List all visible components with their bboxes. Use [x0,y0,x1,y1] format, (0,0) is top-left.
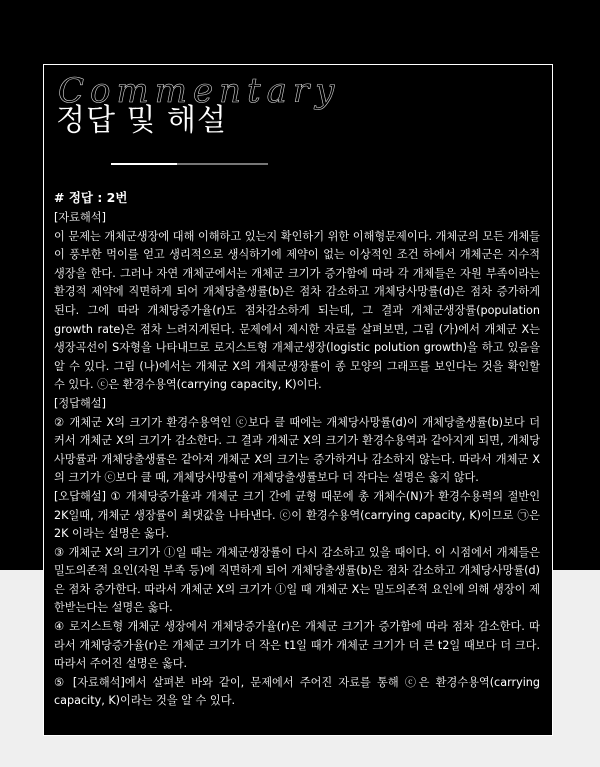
data-analysis-label: [자료해석] [54,211,106,224]
wrong-explanation-3: ③ 개체군 X의 크기가 ⓛ일 때는 개체군생장률이 다시 감소하고 있을 때이다. 이 시점에서 개체들은 밀도의존적 요인(자원 부족 등)에 직면하게 되어 개체당출생률(b)은 점차 감소하고 개체당사망률(d)은 점차 증가한다. 따라서 개체군 X의 크기가 ⓛ일 때 개체군 X는 밀도의존적 요인에 의해 생장이 제한받는다는 설명은 옳다. [54,545,540,615]
divider [111,163,177,165]
wrong-explanation-5: ⑤ [자료해석]에서 살펴본 바와 같이, 문제에서 주어진 자료를 통해 ⓒ은 환경수용역(carrying capacity, K)이라는 것을 알 수 있다. [54,675,540,708]
wrong-explanation-4: ④ 로지스트형 개체군 생장에서 개체당증가율(r)은 개체군 크기가 증가함에 따라 점차 감소한다. 따라서 개체당증가율(r)은 개체군 크기가 더 작은 t1일 때가 개체군 크기가 더 큰 t2일 때보다 더 크다. 따라서 주어진 설명은 옳다. [54,620,540,671]
answer-explanation-text: ② 개체군 X의 크기가 환경수용역인 ⓒ보다 클 때에는 개체당사망률(d)이 개체당출생률(b)보다 더 커서 개체군 X의 크기가 감소한다. 그 결과 개체군 X의 크기가 환경수용역과 같아지게 되면, 개체당사망률과 개체당출생률은 같아져 개체군 X의 크기는 증가하거나 감소하지 않는다. 따라서 개체군 X의 크기가 ⓒ보다 클 때, 개체당사망률이 개체당출생률보다 더 작다는 설명은 옳지 않다. [54,415,540,485]
answer-heading: # 정답 : 2번 [54,190,128,205]
data-analysis-text: 이 문제는 개체군생장에 대해 이해하고 있는지 확인하기 위한 이해형문제이다. 개체군의 모든 개체들이 풍부한 먹이를 얻고 생리적으로 생식하기에 제약이 없는 이상적인 조건 하에서 개체군은 지수적 생장을 한다. 그러나 자연 개체군에서는 개체군 크기가 증가함에 따라 각 개체들은 자원 부족이라는 환경적 제약에 직면하게 되어 개체당출생률(b)은 점차 감소하고 개체당사망률(d)은 점차 증가하게 된다. 그에 따라 개체당증가율(r)도 점차감소하게 되는데, 그 결과 개체군생장률(population growth rate)은 점차 느려지게된다. 문제에서 제시한 자료를 살펴보면, 그림 (가)에서 개체군 X는 생장곡선이 S자형을 나타내므로 로지스트형 개체군생장(logistic polution growth)을 하고 있음을 알 수 있다. 그림 (나)에서는 개체군 X의 개체군생장률이 종 모양의 그래프를 보인다는 것을 확인할 수 있다. ⓒ은 환경수용역(carrying capacity, K)이다. [54,229,540,392]
answer-explanation-label: [정답해설] [54,396,106,410]
wrong-explanation-1: [오답해설] ① 개체당증가율과 개체군 크기 간에 균형 때문에 총 개체수(N)가 환경수용력의 절반인 2K일때, 개체군 생장률이 최댓값을 나타낸다. ⓒ이 환경수용역(carrying capacity, K)이므로 ㉠은 2K 이라는 설명은 옳다. [54,489,540,541]
divider-accent [177,163,268,165]
commentary-card [43,64,553,736]
script-title: Commentary [58,71,341,111]
commentary-body [54,189,540,711]
page-title: 정답 및 해설 [56,103,227,138]
